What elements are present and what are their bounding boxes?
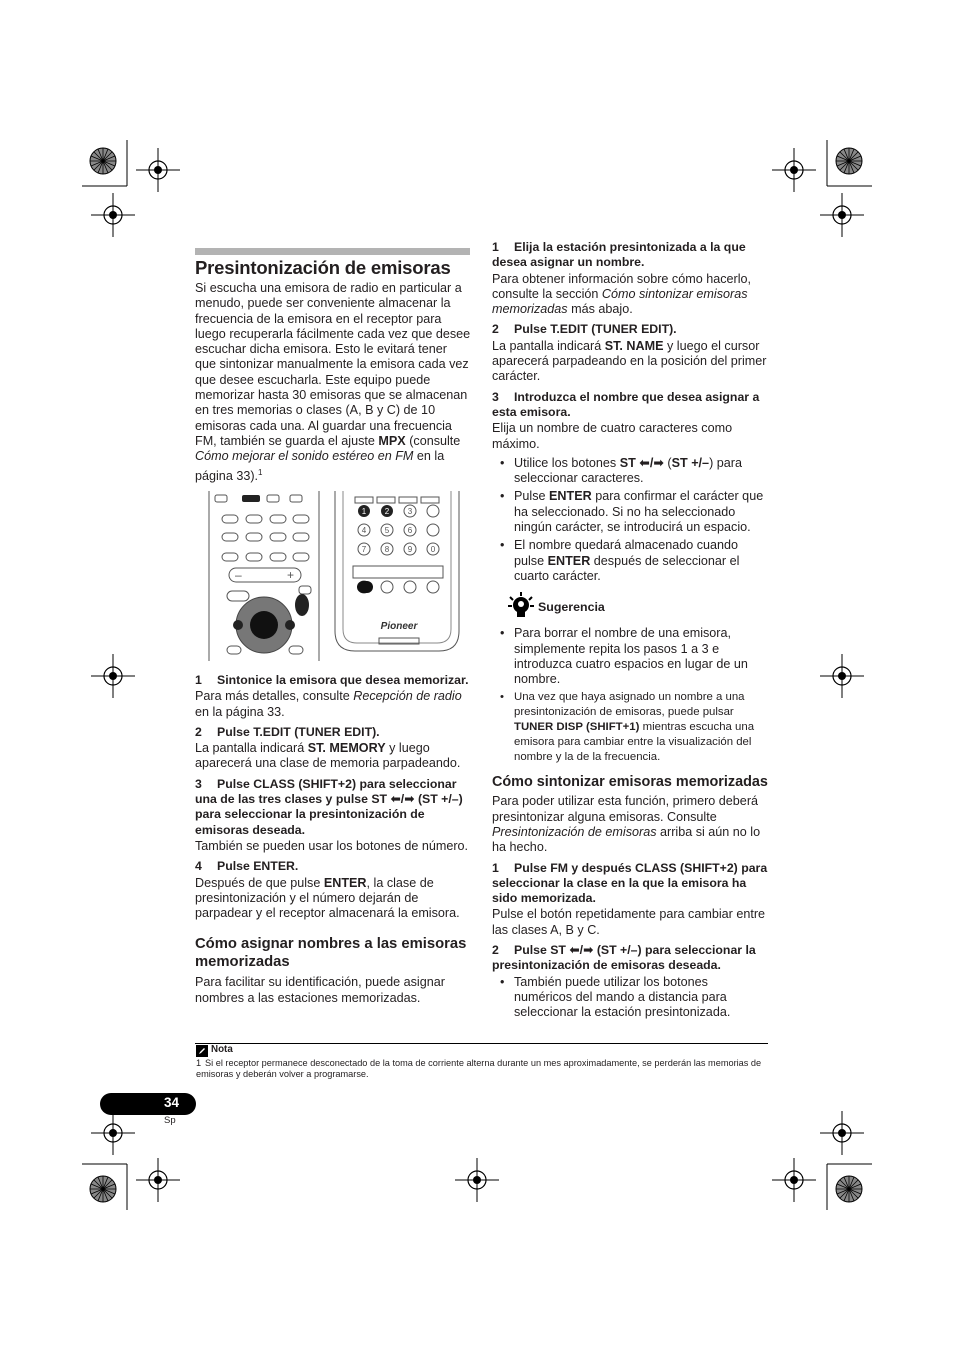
- intro-paragraph: Si escucha una emisora de radio en particular a menudo, puede ser conveniente almacenar la frecuencia de la emisora en el receptor para luego recuperarla fácilmente cada vez que desee escuchar dicha emisora. Esto le evitará tener que sintonizar manualmente la emisora cada vez que desee escucharla. Este equipo puede memorizar hasta 30 emisoras que se almacenan en tres memorias o clases (A, B y C) de 10 emisoras cada una. Al guardar una frecuencia FM, también se guarda el ajuste MPX (consulte Cómo mejorar el sonido estéreo en FM en la página 33).$^1$: [195, 281, 471, 483]
- remote-brand-logo: Pioneer: [380, 621, 418, 632]
- language-code: Sp: [164, 1115, 176, 1126]
- remote-key-0: 0: [430, 545, 436, 554]
- remote-key-8: 8: [384, 545, 390, 554]
- list-item: • Una vez que haya asignado un nombre a una presintonización de emisoras, puede pulsar TUNER DISP (SHIFT+1) mientras escucha una emisora para cambiar entre la visualización del nombre y la de la frecuencia.: [492, 690, 768, 764]
- page-title: Presintonización de emisoras: [195, 257, 451, 278]
- remote-key-2: 2: [384, 507, 390, 516]
- page-number-badge: [100, 1093, 196, 1115]
- pencil-icon: [196, 1045, 208, 1057]
- remote-control-illustration: [207, 491, 465, 661]
- remote-key-7: 7: [361, 545, 367, 554]
- right-column: 1 Elija la estación presintonizada a la que desea asignar un nombre. Para obtener información sobre cómo hacerlo, consulte la sección Cómo sintonizar emisoras memorizadas más abajo. 2 Pulse T.EDIT (TUNER EDIT). La pantalla indicará ST. NAME y luego el cursor aparecerá parpadeando en la posición del primer carácter. 3 Introduzca el nombre que desea asignar a esta emisora. Elija un nombre de cuatro caracteres como máximo. • Utilice los botones ST ⬅/➡ (ST +/–) para seleccionar caracteres. • Pulse ENTER para confirmar el carácter que ha seleccionado. Si no ha seleccionado ningún carácter, se introducirá un espacio. • El nombre quedará almacenado cuando pulse ENTER después de seleccionar el cuarto carácter. Sugerencia • Para borrar el nombre de una emisora, simplemente repita los pasos 1 a 3 e introduzca cuatro espacios en lugar de un nombre. • Una vez que haya asignado un nombre a una presintonización de emisoras, puede pulsar TUNER DISP (SHIFT+1) mientras escucha una emisora para cambiar entre la visualización del nombre y la de la frecuencia. Cómo sintonizar emisoras memorizadas Para poder utilizar esta función, primero deberá presintonizar alguna emisoras. Consulte Presintonización de emisoras arriba si aún no lo ha hecho. 1 Pulse FM y después CLASS (SHIFT+2) para seleccionar la clase en la que la emisora ha sido memorizada. Pulse el botón repetidamente para cambiar entre las clases A, B y C. 2 Pulse ST ⬅/➡ (ST +/–) para seleccionar la presintonización de emisoras deseada. • También puede utilizar los botones numéricos del mando a distancia para seleccionar la estación presintonizada.: [492, 240, 768, 1024]
- tip-label: Sugerencia: [538, 600, 605, 615]
- list-item: • El nombre quedará almacenado cuando pulse ENTER después de seleccionar el cuarto carácter.: [492, 538, 768, 584]
- note-divider: [195, 1043, 768, 1044]
- svg-text:–: –: [235, 568, 242, 582]
- section-heading-names: Cómo asignar nombres a las emisoras memorizadas: [195, 936, 467, 971]
- section-bar: [195, 248, 470, 255]
- list-item: • Para borrar el nombre de una emisora, simplemente repita los pasos 1 a 3 e introduzca cuatro espacios en lugar de un nombre.: [492, 626, 768, 687]
- remote-key-4: 4: [361, 526, 367, 535]
- remote-key-3: 3: [407, 507, 413, 516]
- remote-key-6: 6: [407, 526, 413, 535]
- remote-key-1: 1: [361, 507, 367, 516]
- left-steps: 1 Sintonice la emisora que desea memorizar. Para más detalles, consulte Recepción de radio en la página 33. 2 Pulse T.EDIT (TUNER EDIT). La pantalla indicará ST. MEMORY y luego aparecerá una clase de memoria parpadeando. 3 Pulse CLASS (SHIFT+2) para seleccionar una de las tres clases y pulse ST ⬅/➡ (ST +/–) para seleccionar la presintonización de emisoras deseada. También se pueden usar los botones de número. 4 Pulse ENTER. Después de que pulse ENTER, la clase de presintonización y el número dejarán de parpadear y el receptor almacenará la emisora. Cómo asignar nombres a las emisoras memorizadas Para facilitar su identificación, puede asignar nombres a las estaciones memorizadas.: [195, 673, 471, 1006]
- svg-text:+: +: [287, 568, 295, 582]
- footnote: 1 Si el receptor permanece desconectado de la toma de corriente alterna durante un mes aproximadamente, se perderán las memorias de emisoras y deberán volver a programarse.: [196, 1058, 762, 1080]
- section-heading-tune: Cómo sintonizar emisoras memorizadas: [492, 774, 768, 791]
- tip-header: [492, 598, 768, 624]
- list-item: • Utilice los botones ST ⬅/➡ (ST +/–) para seleccionar caracteres.: [492, 456, 768, 487]
- list-item: • Pulse ENTER para confirmar el carácter que ha seleccionado. Si no ha seleccionado ningún carácter, se introducirá un espacio.: [492, 489, 768, 535]
- lightbulb-icon: [508, 592, 534, 618]
- note-label: Nota: [211, 1044, 233, 1055]
- remote-key-5: 5: [384, 526, 390, 535]
- remote-key-9: 9: [407, 545, 413, 554]
- page-number: 34: [164, 1095, 180, 1110]
- list-item: • También puede utilizar los botones numéricos del mando a distancia para seleccionar la estación presintonizada.: [492, 975, 768, 1021]
